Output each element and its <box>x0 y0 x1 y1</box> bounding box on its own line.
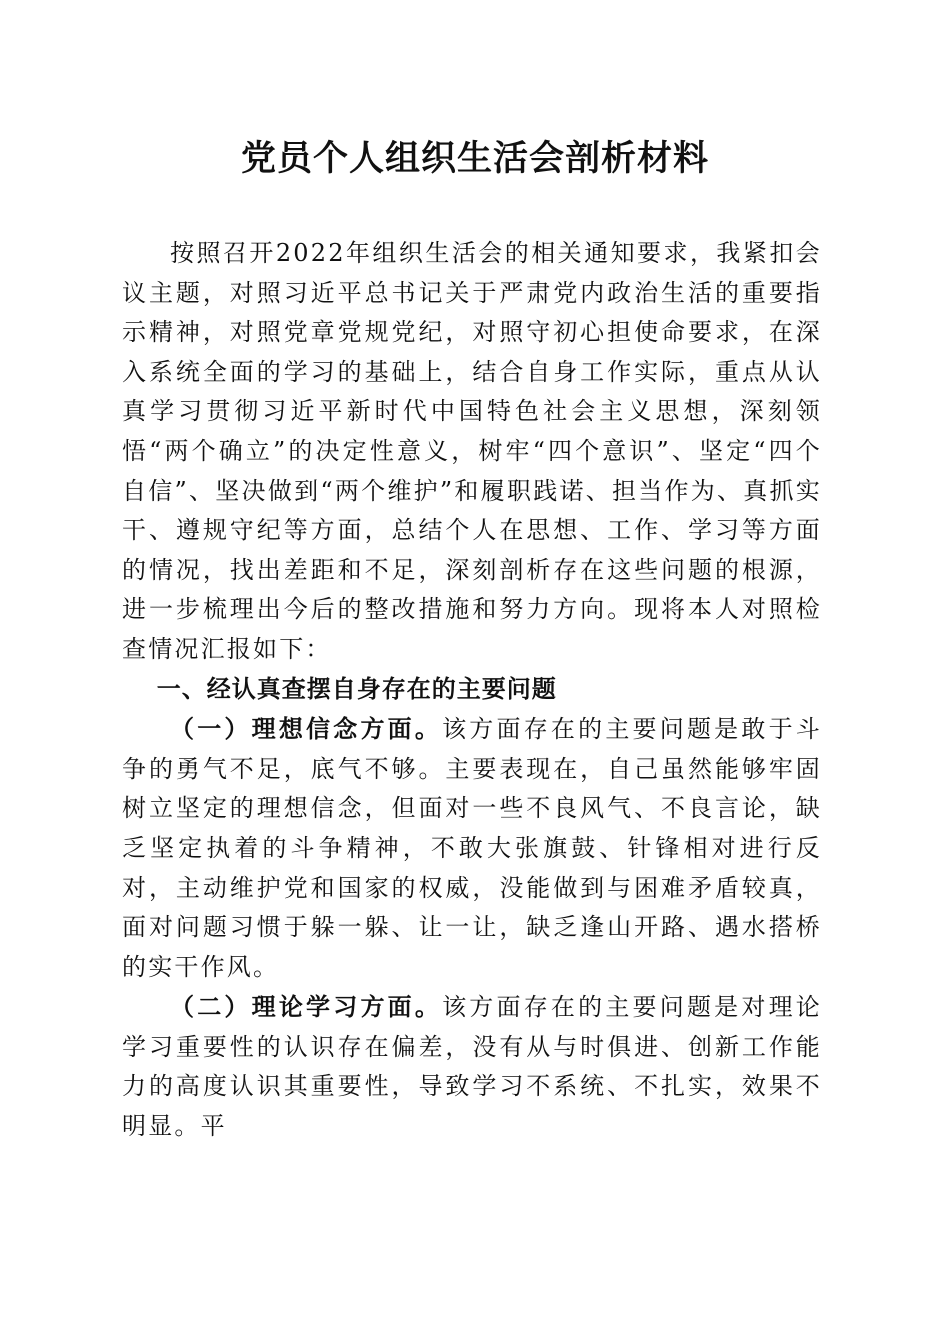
item-paragraph-2 <box>122 987 822 1146</box>
intro-paragraph: 按照召开2022年组织生活会的相关通知要求，我紧扣会议主题，对照习近平总书记关于严肃党内政治生活的重要指示精神，对照党章党规党纪，对照守初心担使命要求，在深入系统全面的学习的基础上，结合自身工作实际，重点从认真学习贯彻习近平新时代中国特色社会主义思想，深刻领悟“两个确立”的决定性意义，树牢“四个意识”、坚定“四个自信”、坚决做到“两个维护”和履职践诺、担当作为、真抓实干、遵规守纪等方面，总结个人在思想、工作、学习等方面的情况，找出差距和不足，深刻剖析存在这些问题的根源，进一步梳理出今后的整改措施和努力方向。现将本人对照检查情况汇报如下： <box>122 239 822 663</box>
document-title: 党员个人组织生活会剖析材料 <box>240 138 709 179</box>
item-lead-2: （二）理论学习方面。 <box>170 992 443 1022</box>
item-paragraph-1 <box>122 709 822 987</box>
item-text-1: 该方面存在的主要问题是敢于斗争的勇气不足，底气不够。主要表现在，自己虽然能够牢固树立坚定的理想信念，但面对一些不良风气、不良言论，缺乏坚定执着的斗争精神，不敢大张旗鼓、针锋相对进行反对，主动维护党和国家的权威，没能做到与困难矛盾较真，面对问题习惯于躲一躲、让一让，缺乏逢山开路、遇水搭桥的实干作风。 <box>122 715 822 981</box>
section-heading-1: 一、经认真查摆自身存在的主要问题 <box>156 674 557 703</box>
item-lead-1: （一）理想信念方面。 <box>170 714 443 744</box>
document-body <box>122 234 822 1147</box>
item-text-2: 该方面存在的主要问题是对理论学习重要性的认识存在偏差，没有从与时俱进、创新工作能力的高度认识其重要性，导致学习不系统、不扎实，效果不明显。平 <box>122 993 822 1141</box>
